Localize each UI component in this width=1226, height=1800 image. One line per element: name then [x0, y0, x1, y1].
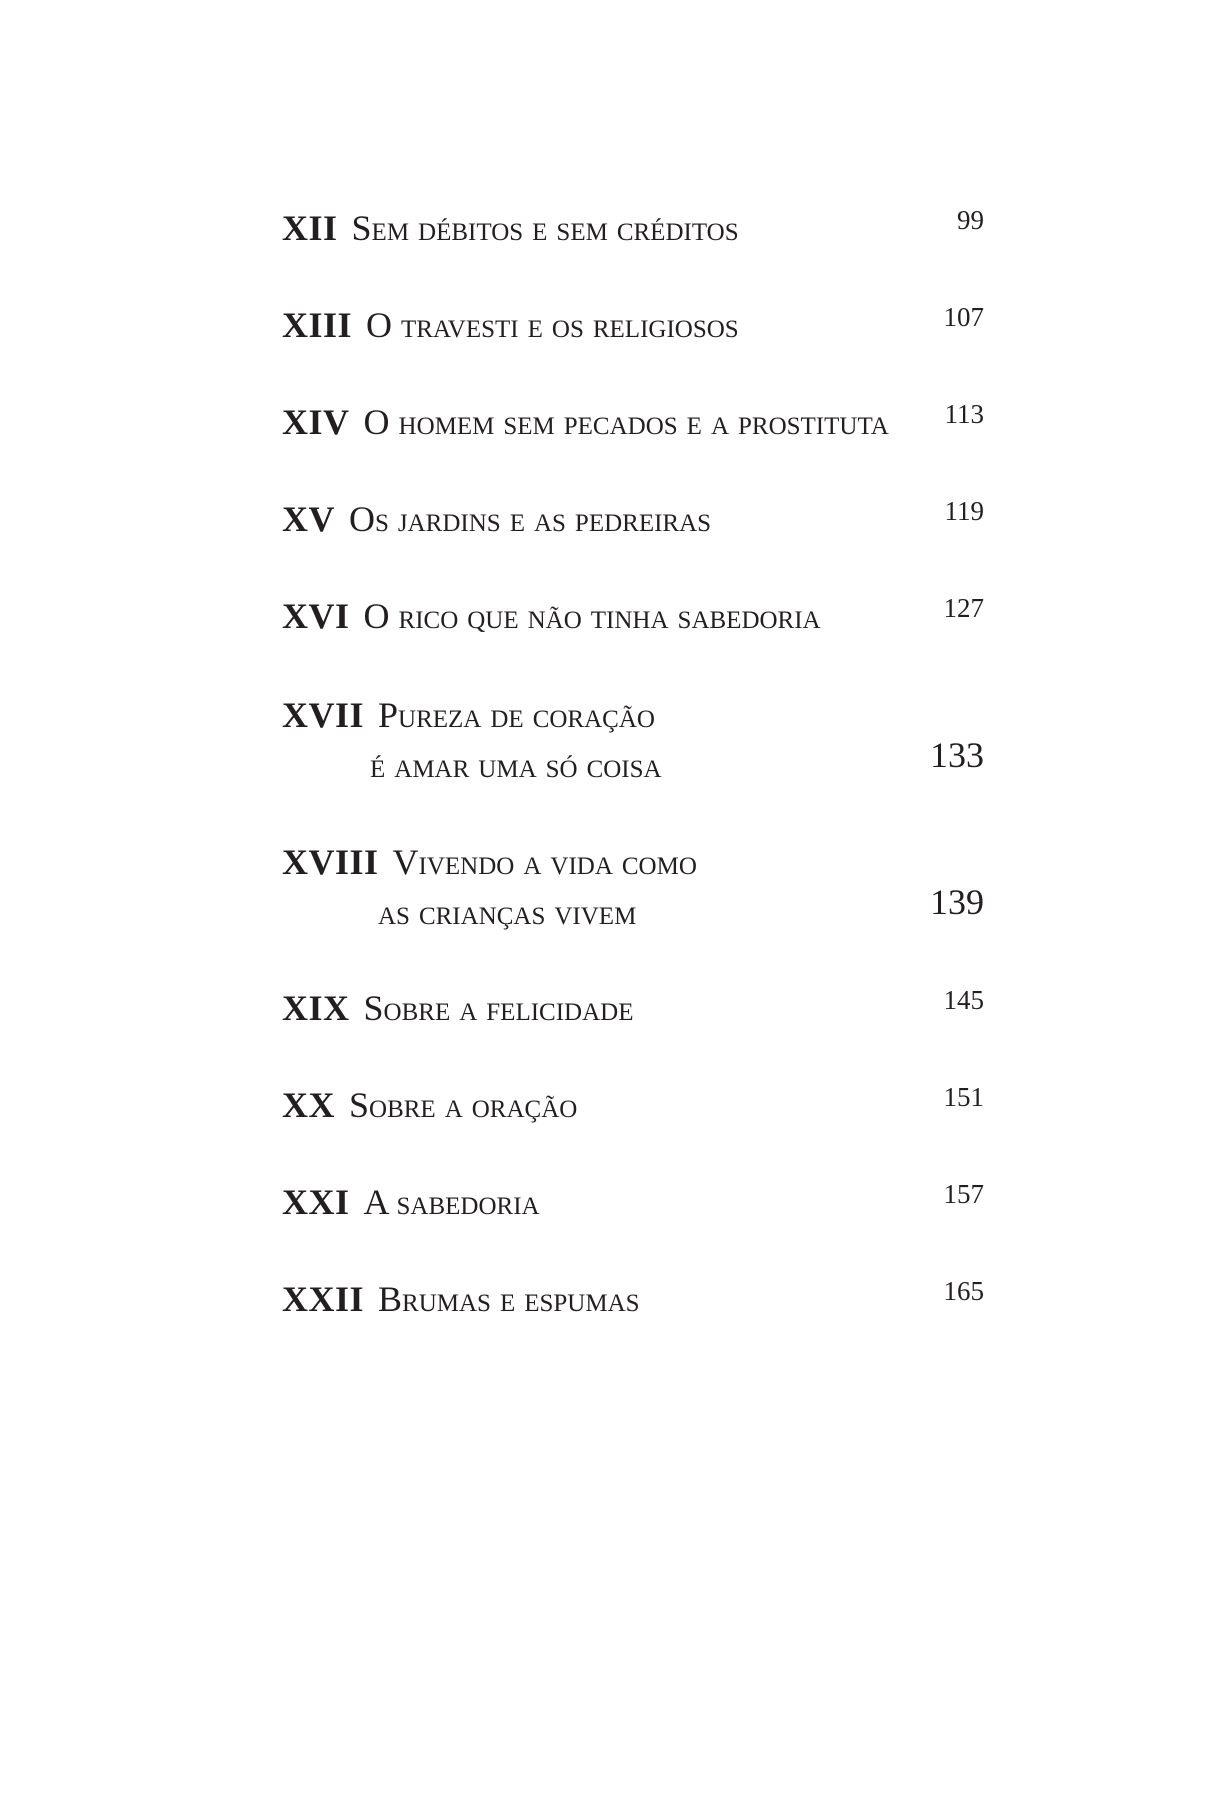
page-number: 107 [943, 302, 984, 332]
page-number: 99 [957, 205, 984, 235]
toc-entry-xxii [282, 1277, 984, 1321]
toc-entry-xiii [282, 303, 984, 347]
chapter-title: Sobre a felicidade [363, 988, 634, 1028]
chapter-title: O travesti e os religiosos [366, 305, 739, 345]
page-number: 145 [943, 985, 984, 1015]
toc-entry-heading [282, 206, 984, 250]
toc-entry-heading [282, 1083, 984, 1127]
chapter-numeral: XIX [282, 988, 350, 1028]
chapter-title: Sem débitos e sem créditos [351, 208, 739, 248]
page-number: 127 [943, 593, 984, 623]
toc-entry-heading [282, 594, 984, 638]
chapter-numeral: XV [282, 499, 335, 539]
toc-entry-heading [282, 693, 984, 737]
chapter-title: A sabedoria [363, 1182, 540, 1222]
chapter-numeral: XX [282, 1085, 335, 1125]
page-number: 119 [944, 496, 984, 526]
chapter-numeral: XIV [282, 402, 350, 442]
toc-entry-heading [282, 1180, 984, 1224]
toc-entry-xviii [282, 840, 984, 934]
page-number: 157 [943, 1179, 984, 1209]
chapter-numeral: XII [282, 208, 338, 248]
page-number: 113 [944, 399, 984, 429]
chapter-numeral: XVI [282, 596, 350, 636]
toc-entry-heading [282, 400, 984, 444]
toc-entry-xv [282, 497, 984, 541]
toc-entry-xii [282, 206, 984, 250]
chapter-title: Sobre a oração [349, 1085, 578, 1125]
page-number: 133 [930, 735, 984, 775]
toc-entry-heading [282, 303, 984, 347]
toc-entry-heading [282, 1277, 984, 1321]
chapter-title: Os jardins e as pedreiras [349, 499, 712, 539]
page-number: 165 [943, 1276, 984, 1306]
chapter-title: Vivendo a vida como [392, 842, 697, 882]
toc-entry-xvi [282, 594, 984, 638]
page-number: 151 [943, 1082, 984, 1112]
toc-entry-xvii [282, 693, 984, 787]
toc-entry-heading [282, 986, 984, 1030]
toc-entry-xiv [282, 400, 984, 444]
chapter-numeral: XVIII [282, 842, 379, 882]
chapter-numeral: XVII [282, 695, 365, 735]
toc-entry-xxi [282, 1180, 984, 1224]
toc-entry-xix [282, 986, 984, 1030]
toc-entry-heading [282, 497, 984, 541]
toc-entry-heading [282, 840, 984, 884]
chapter-numeral: XXI [282, 1182, 350, 1222]
chapter-numeral: XIII [282, 305, 353, 345]
chapter-numeral: XXII [282, 1279, 365, 1319]
chapter-title-continued: as crianças vivem [378, 892, 637, 932]
chapter-title: O homem sem pecados e a prostituta [363, 402, 889, 442]
chapter-title-continued: é amar uma só coisa [370, 745, 662, 785]
chapter-title: O rico que não tinha sabedoria [363, 596, 821, 636]
chapter-title: Pureza de coração [378, 695, 655, 735]
toc-entry-xx [282, 1083, 984, 1127]
chapter-title: Brumas e espumas [378, 1279, 640, 1319]
page-number: 139 [930, 882, 984, 922]
